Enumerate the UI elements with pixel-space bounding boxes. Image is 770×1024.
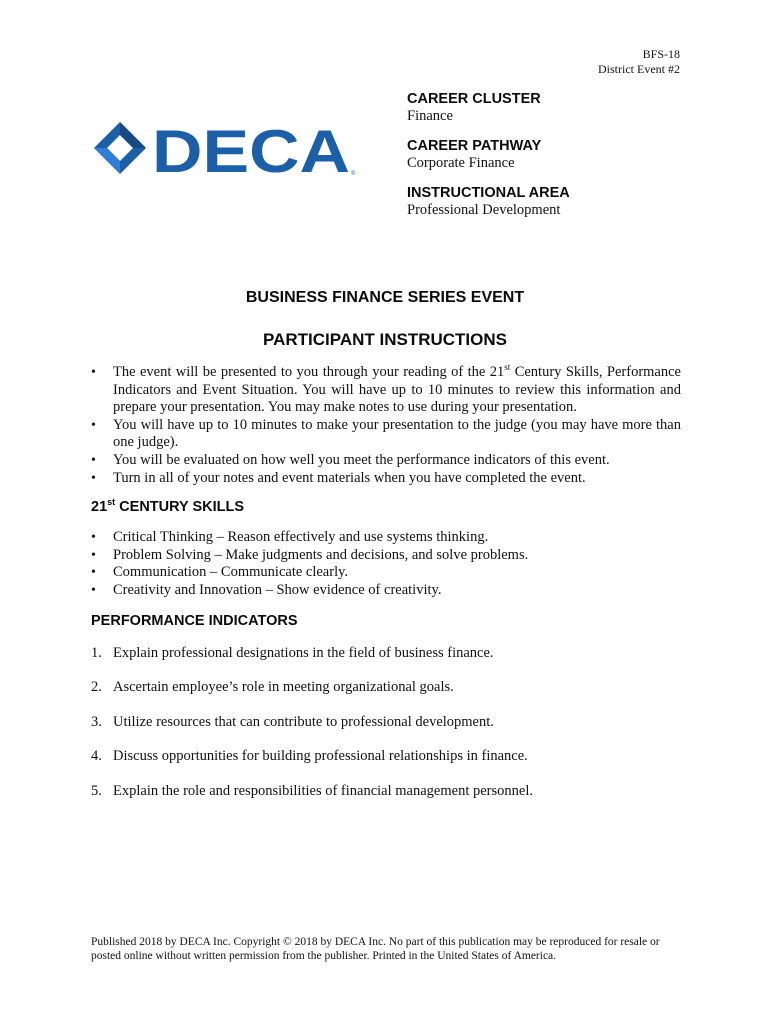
skill-item: • Problem Solving – Make judgments and decisions, and solve problems. (91, 547, 681, 565)
main-content (91, 364, 681, 817)
skills-list (91, 529, 681, 599)
instructions-list (91, 364, 681, 487)
indicator-text: Explain the role and responsibilities of financial management personnel. (113, 782, 533, 799)
indicator-number: 3. (91, 713, 102, 730)
career-pathway (407, 137, 707, 172)
indicator-text: Discuss opportunities for building professional relationships in finance. (113, 748, 528, 765)
indicator-item (91, 748, 681, 765)
instruction-text: The event will be presented to you through your reading of the 21 (113, 364, 505, 380)
indicator-text: Explain professional designations in the field of business finance. (113, 644, 494, 661)
career-cluster-value: Finance (407, 108, 453, 124)
deca-logo (92, 120, 360, 178)
instructional-area-label: INSTRUCTIONAL AREA (407, 185, 570, 201)
diamond-mark-icon (94, 122, 146, 174)
indicator-item (91, 679, 681, 696)
skill-item: • Creativity and Innovation – Show evidence of creativity. (91, 582, 681, 600)
indicator-item (91, 783, 681, 800)
copyright-footer: Published 2018 by DECA Inc. Copyright © 2018 by DECA Inc. No part of this publication may be reproduced for resale or posted online without written permission from the publisher. Printed in the United States of America. (91, 936, 660, 962)
career-pathway-label: CAREER PATHWAY (407, 138, 542, 154)
performance-list (91, 645, 681, 800)
indicator-number: 5. (91, 782, 102, 799)
instructions-title: PARTICIPANT INSTRUCTIONS (263, 330, 507, 349)
instruction-item (91, 364, 681, 417)
instruction-item: • Turn in all of your notes and event materials when you have completed the event. (91, 470, 681, 488)
instructional-area-value: Professional Development (407, 202, 561, 218)
performance-heading: PERFORMANCE INDICATORS (91, 612, 298, 629)
instruction-item: • You will be evaluated on how well you meet the performance indicators of this event. (91, 452, 681, 470)
skill-item: • Communication – Communicate clearly. (91, 564, 681, 582)
skills-heading (91, 499, 681, 515)
logo-wordmark: DECA (152, 120, 350, 178)
indicator-text: Ascertain employee’s role in meeting organizational goals. (113, 679, 454, 696)
indicator-item (91, 645, 681, 662)
event-meta (407, 90, 707, 231)
skills-heading-text: CENTURY SKILLS (115, 499, 245, 516)
event-title: BUSINESS FINANCE SERIES EVENT (245, 289, 525, 306)
indicator-number: 1. (91, 644, 102, 661)
indicator-number: 2. (91, 679, 102, 696)
event-code: BFS-18 (642, 47, 680, 61)
event-code-block (598, 47, 680, 77)
indicator-text: Utilize resources that can contribute to professional development. (113, 713, 494, 730)
indicator-number: 4. (91, 748, 102, 765)
career-pathway-value: Corporate Finance (407, 155, 515, 171)
instructional-area (407, 184, 707, 219)
instruction-text-cont: Century Skills, Performance Indicators and Event Situation. You will have up to 10 minutes to review this information and prepare your presentation. You may make notes to use during your presentation. (113, 364, 681, 416)
ordinal-suffix: st (504, 362, 511, 373)
instruction-item: • You will have up to 10 minutes to make your presentation to the judge (you may have more than one judge). (91, 417, 681, 452)
indicator-item (91, 714, 681, 731)
registered-mark: ® (351, 171, 356, 177)
skills-heading-num: 21 (91, 499, 108, 516)
skills-heading-sup: st (107, 497, 116, 508)
career-cluster-label: CAREER CLUSTER (407, 91, 541, 107)
career-cluster (407, 90, 707, 125)
deca-logo-graphic (92, 120, 360, 178)
skill-item: • Critical Thinking – Reason effectively and use systems thinking. (91, 529, 681, 547)
event-number: District Event #2 (598, 62, 680, 76)
